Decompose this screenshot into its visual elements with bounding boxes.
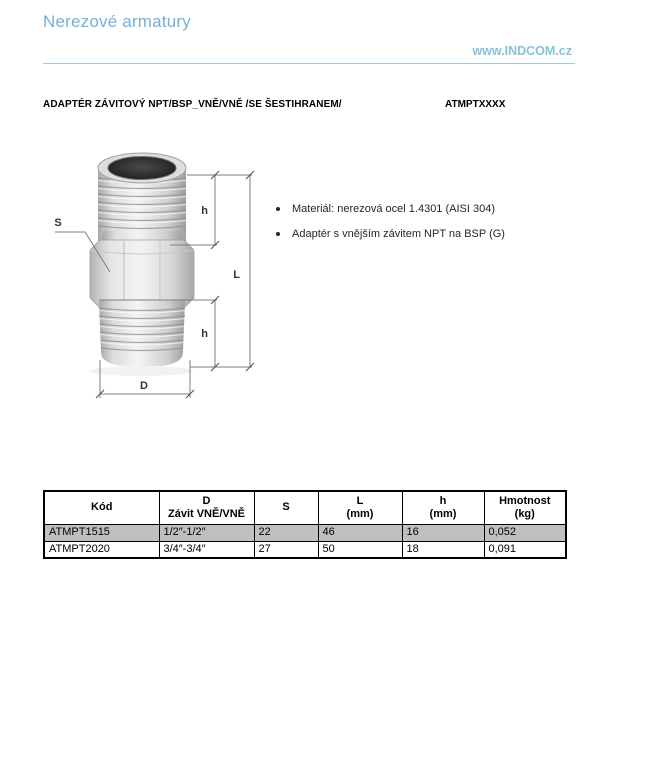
technical-drawing	[40, 128, 270, 406]
dim-label-d: D	[140, 380, 148, 392]
product-title: ADAPTÉR ZÁVITOVÝ NPT/BSP_VNĚ/VNĚ /SE ŠESTIHRANEM/	[43, 99, 342, 110]
cell-l: 46	[318, 524, 402, 541]
cell-kod: ATMPT2020	[44, 541, 159, 558]
col-header-h: h (mm)	[402, 491, 484, 524]
cell-h: 18	[402, 541, 484, 558]
website-link[interactable]: www.INDCOM.cz	[472, 44, 572, 58]
col-header-l: L (mm)	[318, 491, 402, 524]
col-header-s: S	[254, 491, 318, 524]
cell-hmotnost: 0,052	[484, 524, 566, 541]
cell-hmotnost: 0,091	[484, 541, 566, 558]
list-item	[272, 202, 612, 216]
table-header-row	[44, 491, 566, 524]
cell-zavit: 3/4″-3/4″	[159, 541, 254, 558]
feature-text: Adaptér s vnějším závitem NPT na BSP (G)	[292, 228, 505, 240]
list-item	[272, 227, 612, 241]
feature-list	[272, 202, 612, 252]
product-code: ATMPTXXXX	[445, 99, 506, 110]
cell-l: 50	[318, 541, 402, 558]
col-header-zavit: D Závit VNĚ/VNĚ	[159, 491, 254, 524]
col-header-hmotnost: Hmotnost (kg)	[484, 491, 566, 524]
spec-table	[43, 490, 567, 559]
dim-label-h-bottom: h	[201, 328, 208, 340]
page-title: Nerezové armatury	[43, 12, 191, 31]
dim-label-l: L	[233, 269, 240, 281]
cell-zavit: 1/2″-1/2″	[159, 524, 254, 541]
col-header-kod: Kód	[44, 491, 159, 524]
cell-s: 27	[254, 541, 318, 558]
table-row	[44, 524, 566, 541]
feature-text: Materiál: nerezová ocel 1.4301 (AISI 304)	[292, 203, 496, 215]
cell-kod: ATMPT1515	[44, 524, 159, 541]
bullet-dot-icon	[276, 232, 280, 236]
bullet-dot-icon	[276, 207, 280, 211]
cell-s: 22	[254, 524, 318, 541]
cell-h: 16	[402, 524, 484, 541]
dim-label-h-top: h	[201, 205, 208, 217]
table-row	[44, 541, 566, 558]
header-divider	[43, 63, 575, 64]
dim-label-s: S	[54, 217, 62, 229]
